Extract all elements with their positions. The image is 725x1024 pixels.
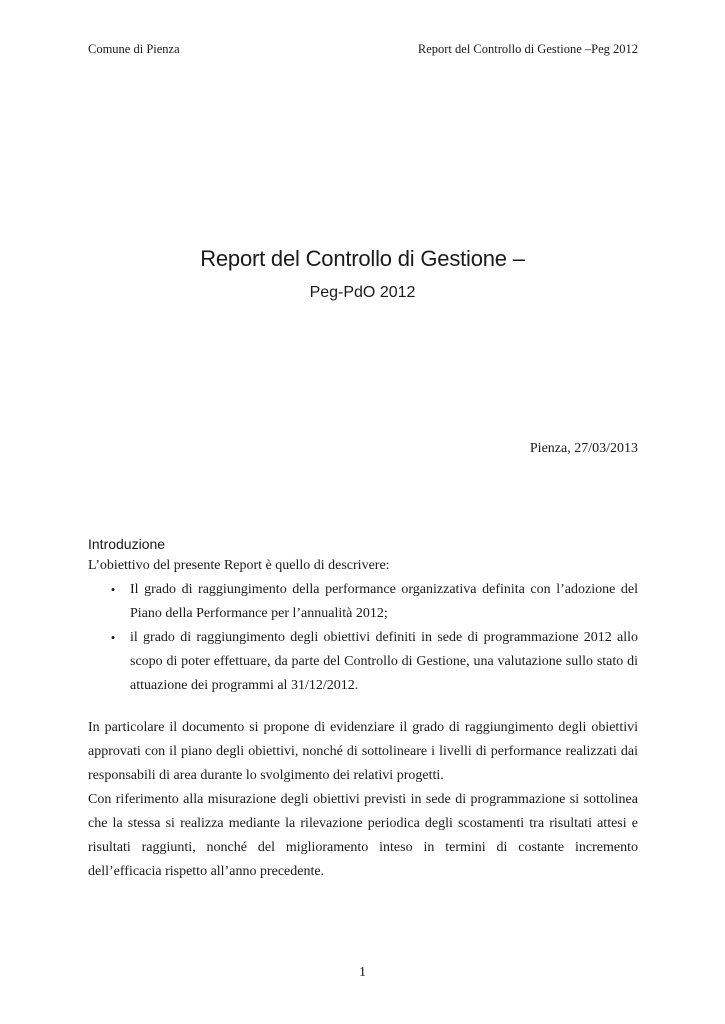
paragraph: In particolare il documento si propone di evidenziare il grado di raggiungimento degli obiettivi approvati con il piano degli obiettivi, nonché di sottolineare i livelli di performance realizzati dai responsabili di area durante lo svolgimento dei relativi progetti. (88, 720, 638, 783)
list-item (88, 626, 638, 698)
header-right: Report del Controllo di Gestione –Peg 2012 (417, 42, 638, 56)
page-number: 1 (359, 965, 366, 980)
header-left: Comune di Pienza (88, 42, 180, 56)
section-heading: Introduzione (88, 536, 166, 552)
list-item-text: Il grado di raggiungimento della performance organizzativa definita con l’adozione del Piano della Performance per l’annualità 2012; (130, 582, 638, 621)
bullet-icon: • (110, 582, 116, 597)
document-title: Report del Controllo di Gestione – (200, 246, 525, 271)
spacer (88, 698, 638, 716)
bullet-list (88, 578, 638, 698)
bullet-icon: • (110, 630, 116, 645)
list-item (88, 578, 638, 626)
document-subtitle: Peg-PdO 2012 (309, 284, 416, 301)
paragraph: Con riferimento alla misurazione degli obiettivi previsti in sede di programmazione si sottolinea che la stessa si realizza mediante la rilevazione periodica degli scostamenti tra risultati attesi e risultati raggiunti, nonché del miglioramento inteso in termini di costante incremento dell’efficacia rispetto all’anno precedente. (88, 792, 638, 879)
intro-lead: L’obiettivo del presente Report è quello di descrivere: (88, 558, 390, 573)
document-date: Pienza, 27/03/2013 (529, 441, 638, 456)
introduction-section (88, 534, 638, 884)
list-item-text: il grado di raggiungimento degli obiettivi definiti in sede di programmazione 2012 allo scopo di poter effettuare, da parte del Controllo di Gestione, una valutazione sullo stato di attuazione dei programmi al 31/12/2012. (130, 630, 638, 693)
